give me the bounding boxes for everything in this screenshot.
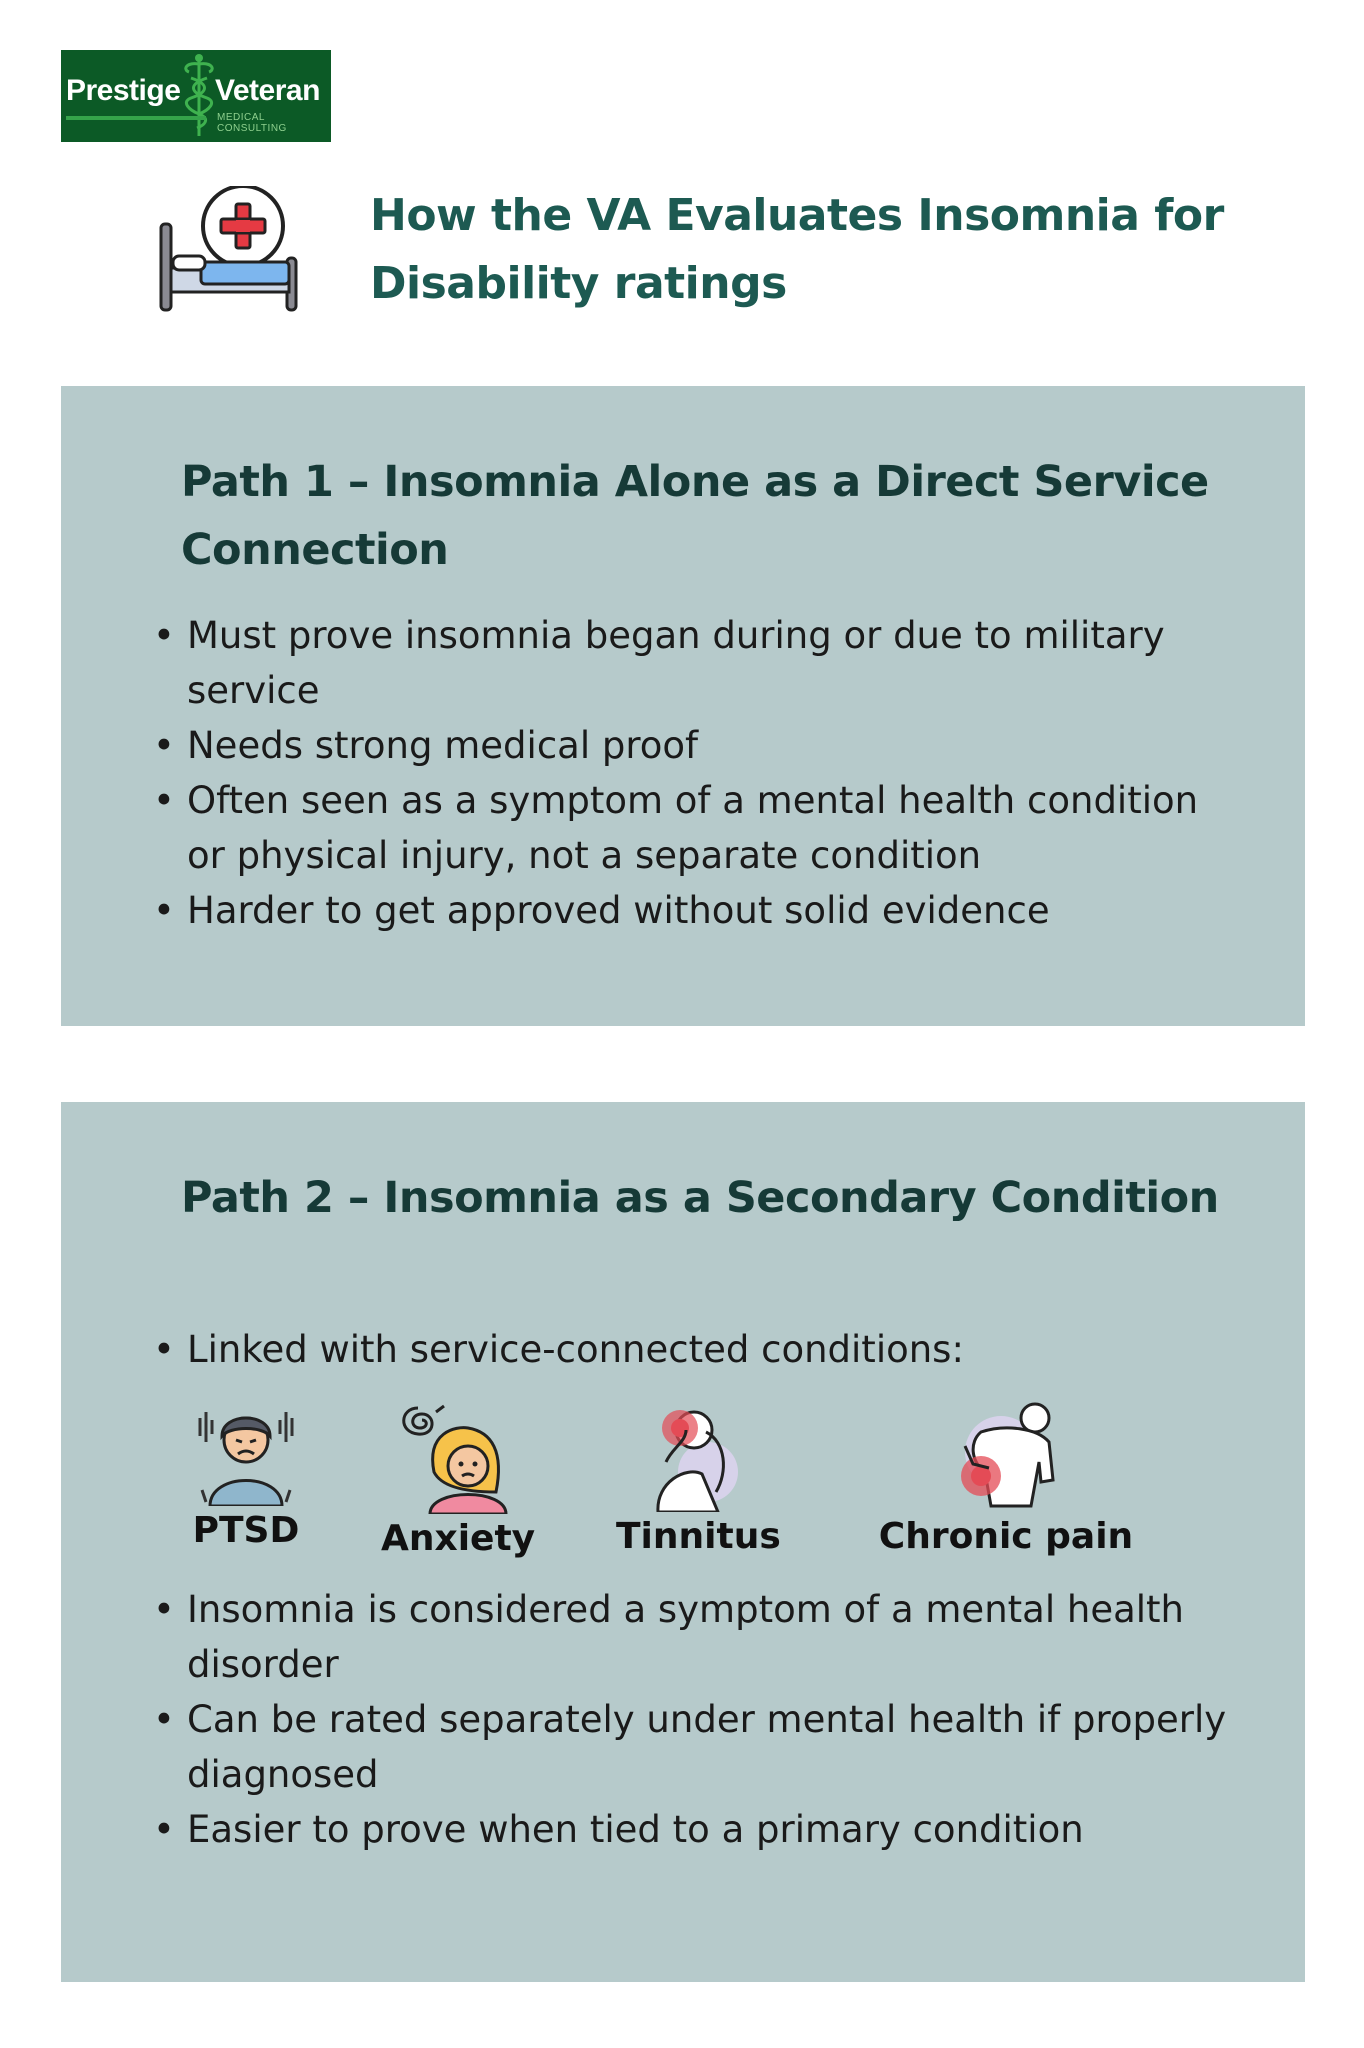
path2-bullet-list — [153, 1582, 1233, 1857]
chronic-pain-icon — [951, 1402, 1061, 1512]
path1-bullet-list — [153, 608, 1233, 938]
caduceus-icon — [183, 52, 215, 140]
logo-word-prestige: Prestige — [66, 74, 181, 107]
list-item: • Needs strong medical proof — [153, 718, 1233, 773]
ptsd-icon — [196, 1402, 296, 1506]
logo-stripe — [66, 116, 206, 120]
list-item: • Must prove insomnia began during or due to military service — [153, 608, 1233, 718]
path1-panel — [61, 386, 1305, 1026]
condition-label: Tinnitus — [616, 1516, 781, 1557]
list-item: • Insomnia is considered a symptom of a mental health disorder — [153, 1582, 1233, 1692]
condition-chronic-pain — [861, 1402, 1151, 1557]
path2-intro-list — [153, 1322, 1233, 1377]
anxiety-icon — [396, 1402, 516, 1514]
page-title: How the VA Evaluates Insomnia for Disability ratings — [370, 190, 1224, 309]
path1-heading: Path 1 – Insomnia Alone as a Direct Service Connection — [181, 457, 1209, 575]
tinnitus-icon — [646, 1402, 746, 1512]
list-item: • Can be rated separately under mental health if properly diagnosed — [153, 1692, 1233, 1802]
list-item: • Linked with service-connected conditions: — [153, 1322, 1233, 1377]
list-item: • Harder to get approved without solid evidence — [153, 883, 1233, 938]
path2-heading: Path 2 – Insomnia as a Secondary Condition — [181, 1173, 1219, 1223]
condition-label: Chronic pain — [878, 1516, 1134, 1557]
list-item: • Easier to prove when tied to a primary condition — [153, 1802, 1233, 1857]
path2-panel — [61, 1102, 1305, 1982]
condition-label: Anxiety — [381, 1518, 536, 1559]
condition-label: PTSD — [192, 1510, 300, 1551]
logo-subtitle: MEDICAL CONSULTING — [217, 112, 287, 134]
list-item: • Often seen as a symptom of a mental health condition or physical injury, not a separate condition — [153, 773, 1233, 883]
condition-anxiety — [381, 1402, 536, 1559]
hospital-bed-icon — [157, 186, 299, 312]
logo-word-veteran: Veteran — [215, 74, 320, 107]
brand-logo — [61, 50, 331, 142]
condition-tinnitus — [616, 1402, 781, 1557]
condition-ptsd — [181, 1402, 311, 1551]
